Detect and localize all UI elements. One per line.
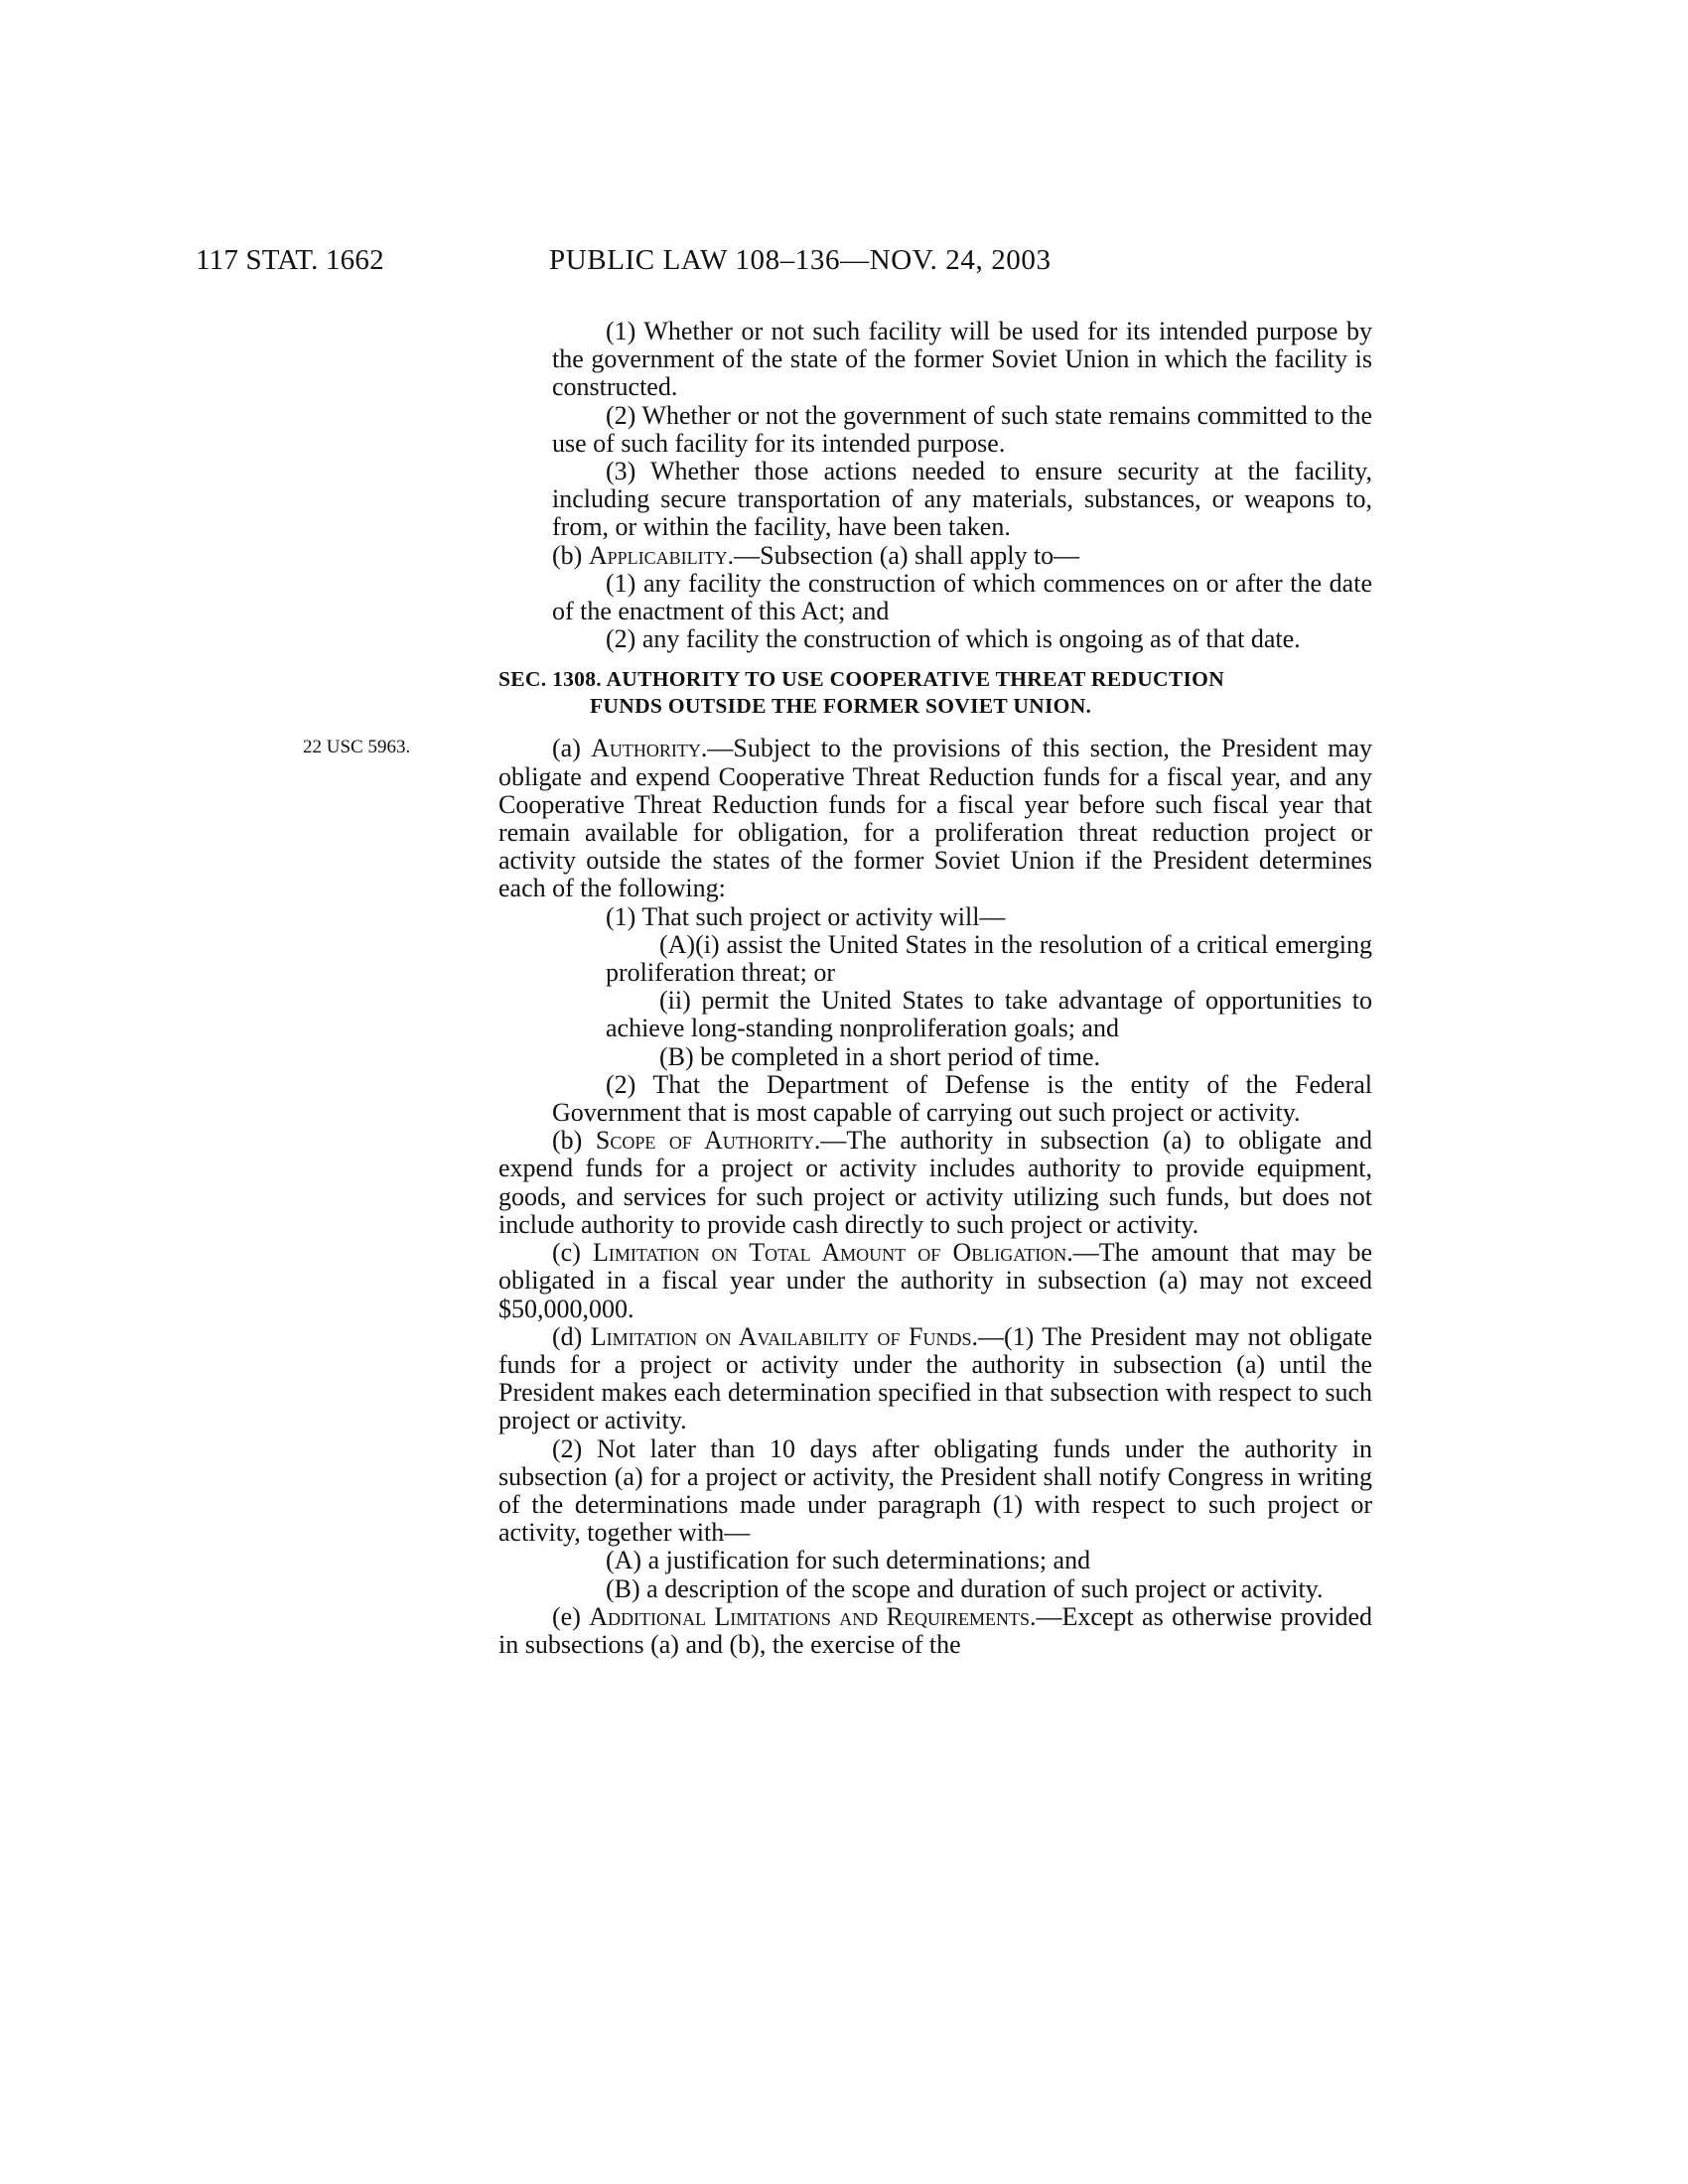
- subsection-heading: Scope of Authority: [595, 1126, 814, 1156]
- paragraph-a-1: (1) That such project or activity will—: [606, 901, 1006, 931]
- subparagraph-d-2-B: (B) a description of the scope and duration of such project or activity.: [606, 1573, 1324, 1603]
- subsection-c-limitation-total: (c) Limitation on Total Amount of Obligation.—The amount that may be obligated in a fiscal year under the authority in subsection (a) may not exceed $50,000,000.: [498, 1238, 1373, 1323]
- paragraph-carryover-3: (3) Whether those actions needed to ensure security at the facility, including secure transportation of any materials, substances, or weapons to, from, or within the facility, have been taken.: [552, 457, 1372, 542]
- subsection-e-additional-limitations: (e) Additional Limitations and Requirements.—Except as otherwise provided in subsections (a) and (b), the exercise of the: [498, 1601, 1372, 1659]
- subsection-heading: Additional Limitations and Requirements: [589, 1601, 1030, 1631]
- paragraph-b-1: (1) any facility the construction of which commences on or after the date of the enactment of this Act; and: [552, 568, 1372, 626]
- paragraph-d-2: (2) Not later than 10 days after obligating funds under the authority in subsection (a) for a project or activity, the President shall notify Congress in writing of the determinations made under paragraph (1) with respect to such project or activity, together with—: [498, 1433, 1372, 1548]
- section-heading: [498, 666, 1372, 720]
- public-law-title: PUBLIC LAW 108–136—NOV. 24, 2003: [549, 244, 1052, 276]
- stat-citation: 117 STAT. 1662: [196, 244, 384, 276]
- subsection-heading: Applicability: [588, 540, 728, 570]
- subparagraph-d-2-A: (A) a justification for such determinations; and: [606, 1546, 1091, 1575]
- paragraph-b-2: (2) any facility the construction of which is ongoing as of that date.: [606, 624, 1301, 654]
- section-heading-line-1: SEC. 1308. AUTHORITY TO USE COOPERATIVE THREAT REDUCTION: [498, 667, 1225, 692]
- clause-a-1-A-ii: (ii) permit the United States to take advantage of opportunities to achieve long-standing nonproliferation goals; and: [606, 986, 1372, 1043]
- subparagraph-a-1-B: (B) be completed in a short period of time.: [659, 1041, 1101, 1071]
- paragraph-carryover-1: (1) Whether or not such facility will be used for its intended purpose by the government of the state of the former Soviet Union in which the facility is constructed.: [552, 317, 1372, 402]
- paragraph-carryover-2: (2) Whether or not the government of such state remains committed to the use of such facility for its intended purpose.: [552, 400, 1372, 458]
- body-text: [498, 318, 1372, 1659]
- subsection-d-limitation-availability: (d) Limitation on Availability of Funds.—(1) The President may not obligate funds for a project or activity under the authority in subsection (a) until the President makes each determination specified in that subsection with respect to such project or activity.: [498, 1321, 1372, 1435]
- subsection-heading: Authority: [591, 734, 701, 763]
- subsection-heading: Limitation on Availability of Funds: [590, 1321, 972, 1351]
- margin-note-usc-citation: 22 USC 5963.: [303, 737, 411, 757]
- subsection-a-authority: (a) Authority.—Subject to the provisions of this section, the President may obligate and expend Cooperative Threat Reduction funds for a fiscal year, and any Cooperative Threat Reduction funds for a fiscal year before such fiscal year that remain available for obligation, for a proliferation threat reduction project or activity outside the states of the former Soviet Union if the President determines each of the following:: [498, 734, 1372, 903]
- subsection-b-applicability: (b) Applicability.—Subsection (a) shall apply to—: [552, 540, 1080, 570]
- subsection-b-scope: (b) Scope of Authority.—The authority in subsection (a) to obligate and expend funds for a project or activity includes authority to provide equipment, goods, and services for such project or activity utilizing such funds, but does not include authority to provide cash directly to such project or activity.: [498, 1126, 1372, 1239]
- paragraph-a-2: (2) That the Department of Defense is the entity of the Federal Government that is most capable of carrying out such project or activity.: [552, 1069, 1372, 1128]
- subsection-heading: Limitation on Total Amount of Obligation: [593, 1238, 1067, 1268]
- subparagraph-a-1-A-i: (A)(i) assist the United States in the resolution of a critical emerging proliferation threat; or: [606, 929, 1372, 988]
- section-heading-line-2: FUNDS OUTSIDE THE FORMER SOVIET UNION.: [590, 694, 1092, 719]
- page-header: [0, 244, 1688, 294]
